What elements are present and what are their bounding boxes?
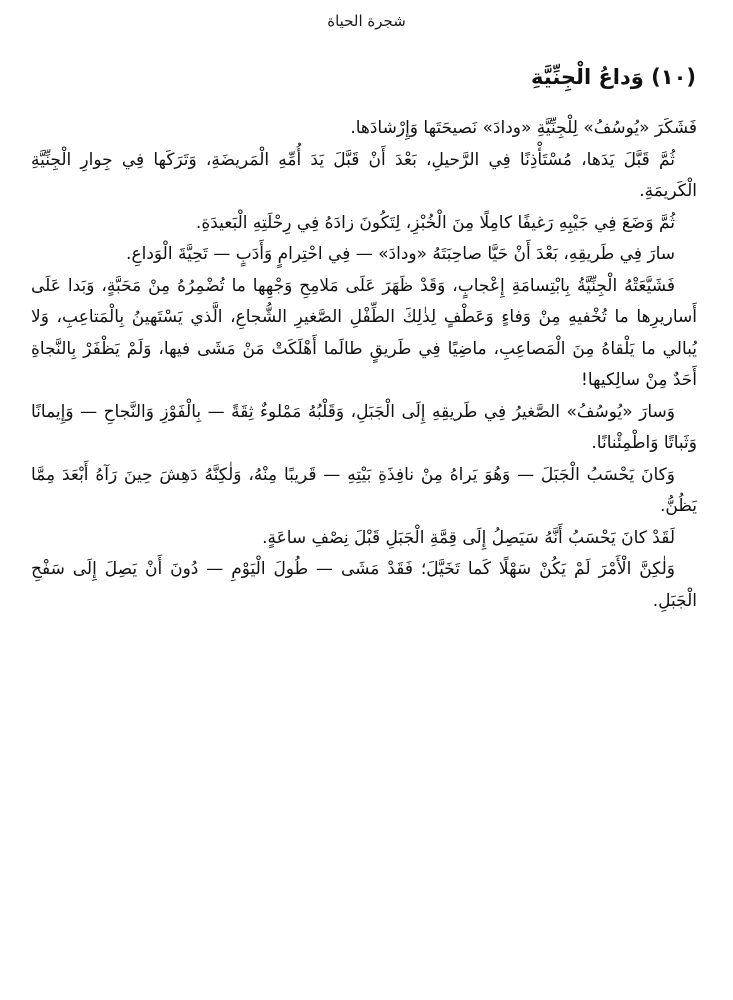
- chapter-body: [31, 113, 697, 617]
- paragraph: ثُمَّ قَبَّلَ يَدَها، مُسْتَأْذِنًا فِي الرَّحيلِ، بَعْدَ أَنْ قَبَّلَ يَدَ أُمِّهِ الْمَريضَةِ، وَتَرَكَها فِي جِوارِ الْجِنِّيَّةِ الْكَريمَةِ.: [31, 149, 697, 201]
- paragraph: لَقَدْ كانَ يَحْسَبُ أَنَّهُ سَيَصِلُ إِلَى قِمَّةِ الْجَبَلِ قَبْلَ نِصْفِ ساعَةٍ.: [262, 527, 675, 548]
- paragraph: وَلٰكِنَّ الْأَمْرَ لَمْ يَكُنْ سَهْلًا كَما تَخَيَّلَ؛ فَقَدْ مَشَى — طُولَ الْيَوْمِ — دُونَ أَنْ يَصِلَ إِلَى سَفْحِ الْجَبَلِ.: [31, 559, 697, 611]
- paragraph: سارَ فِي طَريقِهِ، بَعْدَ أَنْ حَيَّا صاحِبَتَهُ «ودادَ» — فِي احْتِرامٍ وَأَدَبٍ — تَحِيَّةَ الْوَداعِ.: [126, 244, 675, 264]
- running-header-book-title: شجرة الحياة: [327, 12, 406, 30]
- paragraph: وَسارَ «يُوسُفُ» الصَّغيرُ فِي طَريقِهِ إِلَى الْجَبَلِ، وَقَلْبُهُ مَمْلوءٌ ثِقَةً — بِالْفَوْزِ وَالنَّجاحِ — وَإِيمانًا وَثَباتًا وَاطْمِئْنانًا.: [31, 401, 697, 453]
- paragraph: فَشَكَرَ «يُوسُفُ» لِلْجِنِّيَّةِ «ودادَ» نَصيحَتَها وَإِرْشادَها.: [350, 118, 697, 138]
- paragraph: فَشَيَّعَتْهُ الْجِنِّيَّةُ بِابْتِسامَةِ إِعْجابٍ، وَقَدْ ظَهَرَ عَلَى مَلامِحِ وَجْهِها ما تُضْمِرُهُ مِنْ مَحَبَّةٍ، وَبَدا عَلَى أَساريرِها ما تُخْفيهِ مِنْ وَفاءٍ وَعَطْفٍ لِذٰلِكَ الطِّفْلِ الصَّغيرِ الشُّجاعِ، الَّذي يَسْتَهينُ بِالْمَتاعِبِ، وَلا يُبالي ما يَلْقاهُ مِنَ الْمَصاعِبِ، ماضِيًا فِي طَريقٍ طالَما أَهْلَكَتْ مَنْ مَشَى فيها، وَلَمْ يَظْفَرْ بِالنَّجاةِ أَحَدٌ مِنْ سالِكيها!: [31, 275, 697, 390]
- paragraph: وَكانَ يَحْسَبُ الْجَبَلَ — وَهُوَ يَراهُ مِنْ نافِذَةِ بَيْتِهِ — قَريبًا مِنْهُ، وَلٰكِنَّهُ دَهِشَ حِينَ رَآهُ أَبْعَدَ مِمَّا يَظُنُّ.: [31, 464, 697, 516]
- chapter-title: (١٠) وَداعُ الْجِنِّيَّةِ: [531, 65, 696, 89]
- paragraph: ثُمَّ وَضَعَ فِي جَيْبِهِ رَغيفًا كامِلًا مِنَ الْخُبْزِ، لِتَكُونَ زادَهُ فِي رِحْلَتِهِ الْبَعيدَةِ.: [195, 212, 675, 233]
